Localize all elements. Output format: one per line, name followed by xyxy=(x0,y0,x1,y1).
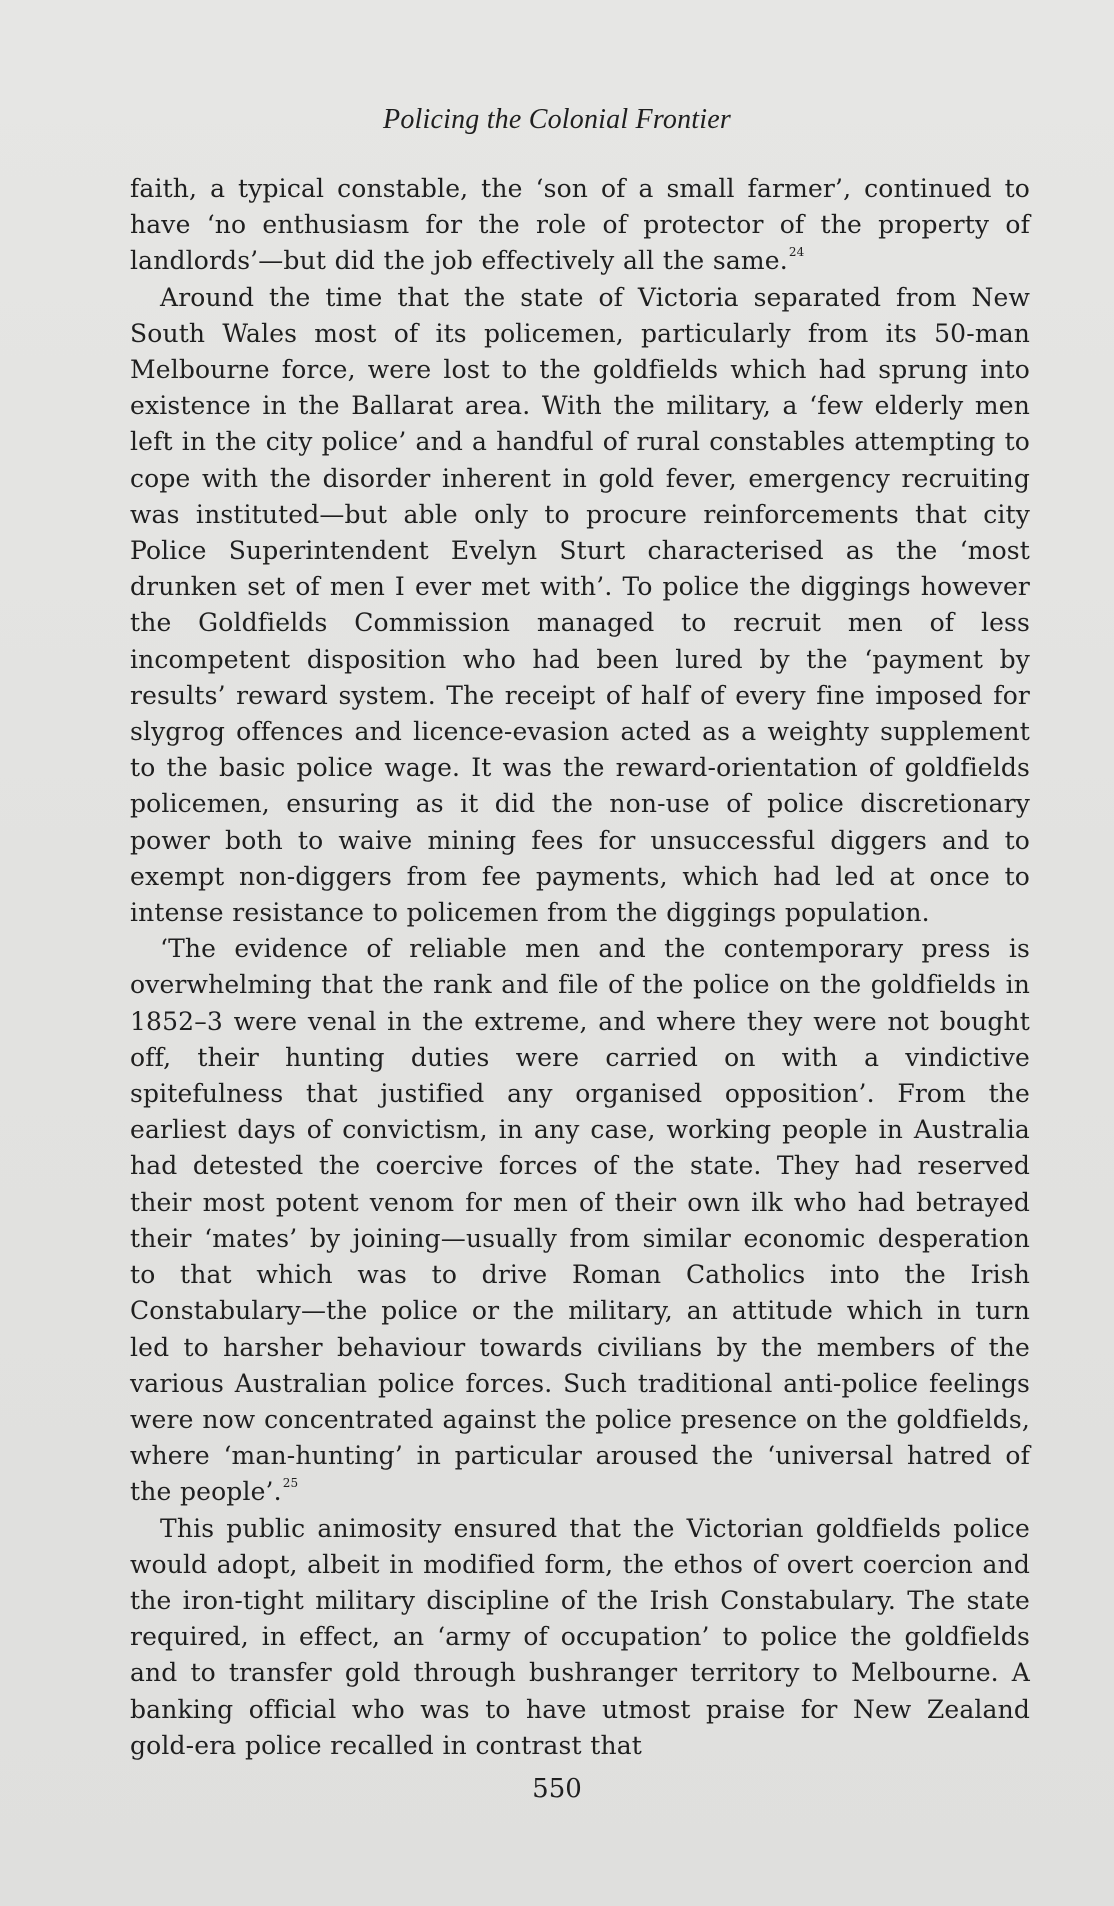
body-text xyxy=(130,171,1030,1764)
footnote-ref-25[interactable]: 25 xyxy=(282,1475,299,1490)
paragraph-4 xyxy=(130,1511,1030,1764)
paragraph-2 xyxy=(130,280,1030,932)
paragraph-1-text: faith, a typical constable, the ‘son of a small farmer’, continued to have ‘no enthusiasm for the role of protector of the property of landlords’—but did the job effectively all the same. xyxy=(130,174,1030,276)
paragraph-2-text: Around the time that the state of Victoria separated from New South Wales most of its policemen, particularly from its 50-man Melbourne force, were lost to the goldfields which had sprung into existence in the Ballarat area. With the military, a ‘few elderly men left in the city police’ and a handful of rural constables attempting to cope with the disorder inherent in gold fever, emergency recruiting was instituted—but able only to procure reinforcements that city Police Superintendent Evelyn Sturt characterised as the ‘most drunken set of men I ever met with’. To police the diggings however the Goldfields Commission managed to recruit men of less incompetent disposition who had been lured by the ‘payment by results’ reward system. The receipt of half of every fine imposed for slygrog offences and licence-evasion acted as a weighty supplement to the basic police wage. It was the reward-orientation of goldfields policemen, ensuring as it did the non-use of police discretionary power both to waive mining fees for unsuccessful diggers and to exempt non-diggers from fee payments, which had led at once to intense resistance to policemen from the diggings population. xyxy=(130,282,1030,928)
running-head: Policing the Colonial Frontier xyxy=(383,104,731,135)
paragraph-3-text: ‘The evidence of reliable men and the contemporary press is overwhelming that the rank and file of the police on the goldfields in 1852–3 were venal in the extreme, and where they were not bought off, their hunting duties were carried on with a vindictive spitefulness that justified any organised opposition’. From the earliest days of convictism, in any case, working people in Australia had detested the coercive forces of the state. They had reserved their most potent venom for men of their own ilk who had betrayed their ‘mates’ by joining—usually from similar economic desperation to that which was to drive Roman Catholics into the Irish Constabulary—the police or the military, an attitude which in turn led to harsher behaviour towards civilians by the members of the various Australian police forces. Such traditional anti-police feelings were now concentrated against the police presence on the goldfields, where ‘man-hunting’ in particular aroused the ‘universal hatred of the people’. xyxy=(130,934,1030,1507)
page-number: 550 xyxy=(532,1774,582,1804)
paragraph-1 xyxy=(130,171,1030,280)
footnote-ref-24[interactable]: 24 xyxy=(788,245,805,260)
paragraph-3 xyxy=(130,931,1030,1510)
paragraph-4-text: This public animosity ensured that the Victorian goldfields police would adopt, albeit in modified form, the ethos of overt coercion and the iron-tight military discipline of the Irish Constabulary. The state required, in effect, an ‘army of occupation’ to police the goldfields and to transfer gold through bushranger territory to Melbourne. A banking official who was to have utmost praise for New Zealand gold-era police recalled in contrast that xyxy=(130,1513,1030,1760)
